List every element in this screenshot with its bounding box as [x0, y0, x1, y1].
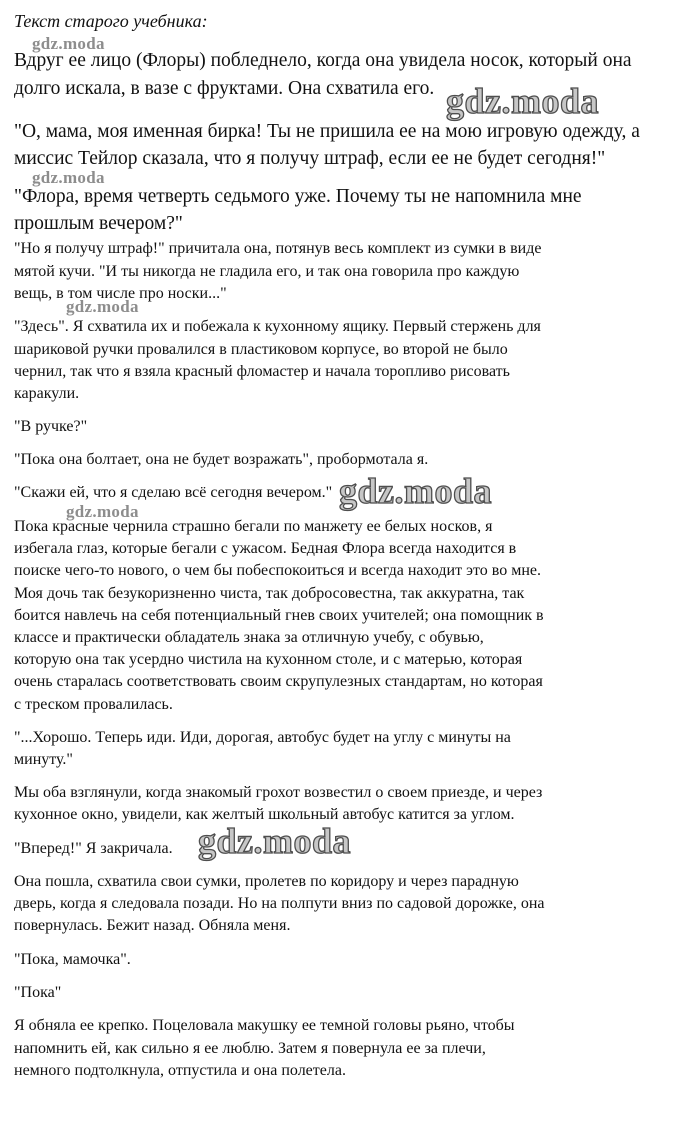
text-line: прошлым вечером?": [14, 213, 183, 234]
text-line: "Но я получу штраф!" причитала она, потянув весь комплект из сумки в виде: [14, 240, 542, 257]
text-line: долго искала, в вазе с фруктами. Она схватила его.: [14, 78, 435, 99]
text-line: очень старалась соответствовать своим скрупулезных стандартам, но которая: [14, 673, 543, 690]
text-line: Я обняла ее крепко. Поцеловала макушку ее темной головы рьяно, чтобы: [14, 1017, 515, 1034]
text-line: повернулась. Бежит назад. Обняла меня.: [14, 917, 291, 934]
watermark-large: gdz.moda: [339, 471, 493, 511]
text-line: Вдруг ее лицо (Флоры) побледнело, когда она увидела носок, который она: [14, 50, 632, 71]
text-line: "Пока": [14, 984, 62, 1001]
text-line: Пока красные чернила страшно бегали по манжету ее белых носков, я: [14, 518, 493, 535]
text-line: которую она так усердно чистила на кухонном столе, и с матерью, которая: [14, 651, 523, 668]
text-line: избегала глаз, которые бегали с ужасом. Бедная Флора всегда находится в: [14, 540, 517, 557]
text-line: "Скажи ей, что я сделаю всё сегодня вечером.": [14, 484, 333, 501]
text-line: мятой кучи. "И ты никогда не гладила его, и так она говорила про каждую: [14, 263, 520, 280]
watermark-large: gdz.moda: [198, 821, 352, 861]
text-line: вещь, в том числе про носки...": [14, 285, 227, 302]
text-line: шариковой ручки провалился в пластиковом корпусе, во второй не было: [14, 341, 508, 358]
text-line: Мы оба взглянули, когда знакомый грохот возвестил о своем приезде, и через: [14, 784, 543, 801]
text-line: классе и практически обладатель знака за отличную учебу, с обувью,: [14, 629, 484, 646]
text-line: "Пока, мамочка".: [14, 951, 131, 968]
text-line: с треском провалилась.: [14, 696, 173, 713]
document-heading: Текст старого учебника:: [14, 11, 208, 31]
text-line: "Пока она болтает, она не будет возражать", пробормотала я.: [14, 451, 429, 468]
text-line: боится навлечь на себя потенциальный гнев своих учителей; она помощник в: [14, 607, 544, 624]
text-line: кухонное окно, увидели, как желтый школьный автобус катится за углом.: [14, 806, 515, 823]
text-line: напомнить ей, как сильно я ее люблю. Затем я повернула ее за плечи,: [14, 1040, 486, 1057]
watermark-small: gdz.moda: [32, 34, 105, 53]
text-line: Моя дочь так безукоризненно чиста, так добросовестна, так аккуратна, так: [14, 585, 525, 602]
text-line: Она пошла, схватила свои сумки, пролетев по коридору и через парадную: [14, 873, 519, 890]
watermark-small: gdz.moda: [32, 168, 105, 187]
text-line: немного подтолкнула, отпустила и она полетела.: [14, 1062, 346, 1079]
text-line: дверь, когда я следовала позади. Но на полпути вниз по садовой дорожке, она: [14, 895, 545, 912]
watermark-small: gdz.moda: [66, 297, 139, 316]
text-line: поиске чего-то нового, о чем бы побеспокоиться и всегда находит это во мне.: [14, 562, 541, 579]
text-line: миссис Тейлор сказала, что я получу штраф, если ее не будет сегодня!": [14, 148, 606, 169]
text-line: "...Хорошо. Теперь иди. Иди, дорогая, автобус будет на углу с минуты на: [14, 729, 511, 746]
text-line: минуту.": [14, 751, 73, 768]
text-line: каракули.: [14, 385, 80, 402]
watermark-small: gdz.moda: [66, 502, 139, 521]
text-line: "О, мама, моя именная бирка! Ты не пришила ее на мою игровую одежду, а: [14, 121, 640, 142]
text-line: "Здесь". Я схватила их и побежала к кухонному ящику. Первый стержень для: [14, 318, 541, 335]
text-line: чернил, так что я взяла красный фломастер и начала торопливо рисовать: [14, 363, 510, 380]
text-line: "Вперед!" Я закричала.: [14, 840, 173, 857]
text-line: "Флора, время четверть седьмого уже. Почему ты не напомнила мне: [14, 186, 582, 207]
text-line: "В ручке?": [14, 418, 88, 435]
watermark-large: gdz.moda: [446, 81, 600, 121]
